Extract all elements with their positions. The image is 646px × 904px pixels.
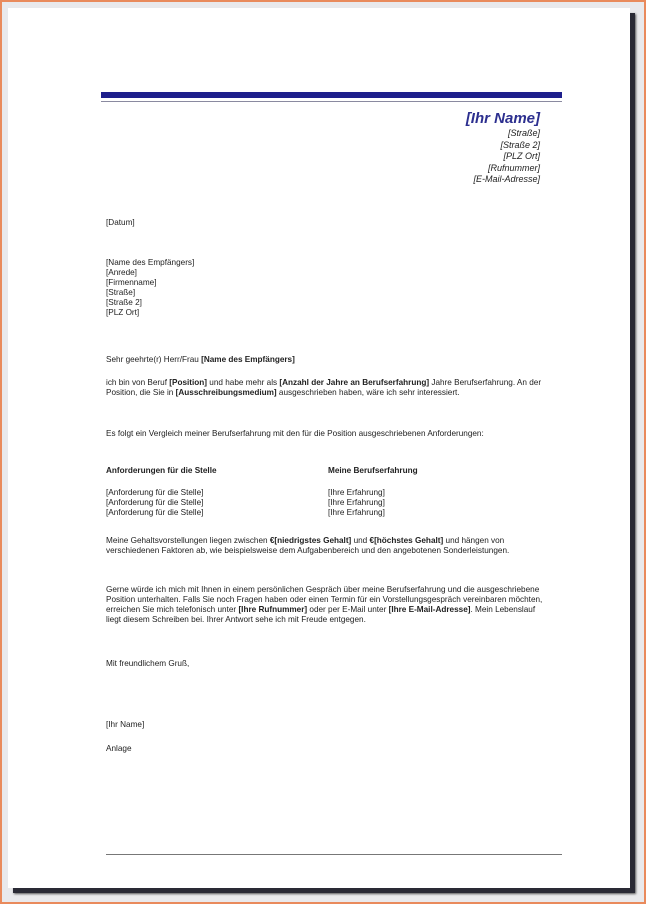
requirement-cell: [Anforderung für die Stelle]	[106, 498, 204, 507]
experience-cell: [Ihre Erfahrung]	[328, 498, 385, 507]
sender-street: [Straße]	[507, 128, 540, 138]
signature-name: [Ihr Name]	[106, 720, 145, 729]
greeting	[106, 355, 295, 365]
footer-rule	[106, 854, 562, 855]
para1-text: Jahre Berufserfahrung. An der Position, die Sie in	[106, 378, 542, 397]
salary-low-placeholder: €[niedrigstes Gehalt]	[269, 536, 352, 545]
para3-text: und hängen von verschiedenen Faktoren ab, wie beispielsweise dem Aufgabenbereich und den angebotenen Sonderleistungen.	[106, 536, 510, 555]
para4-text: Gerne würde ich mich mit Ihnen in einem persönlichen Gespräch über meine Berufserfahrung und die ausgeschriebene Position unterhalten. Falls Sie noch Fragen haben oder einen Termin für ein Vorstellungsgespräch vereinbaren möchten, erreichen Sie mich telefonisch unter	[106, 585, 543, 614]
sender-street2: [Straße 2]	[500, 139, 540, 150]
para1-text: ausgeschrieben haben, wäre ich sehr interessiert.	[276, 388, 460, 397]
requirement-cell: [Anforderung für die Stelle]	[106, 508, 204, 517]
paragraph-salary	[106, 536, 546, 556]
recipient-street2: [Straße 2]	[106, 298, 142, 307]
recipient-city: [PLZ Ort]	[106, 308, 140, 317]
experience-cell: [Ihre Erfahrung]	[328, 488, 385, 497]
paragraph-comparison: Es folgt ein Vergleich meiner Berufserfahrung mit den für die Position ausgeschriebenen Anforderungen:	[106, 429, 484, 438]
header-bar	[101, 92, 562, 98]
recipient-name: [Name des Empfängers]	[106, 258, 195, 267]
table-header-requirements: Anforderungen für die Stelle	[106, 466, 217, 475]
table-header	[106, 466, 528, 476]
comparison-table	[106, 466, 528, 518]
closing: Mit freundlichem Gruß,	[106, 659, 190, 668]
para4-text: . Mein Lebenslauf liegt diesem Schreiben bei. Ihrer Antwort sehe ich mit Freude entgegen.	[106, 605, 536, 624]
table-row	[106, 488, 528, 498]
para3-text: Meine Gehaltsvorstellungen liegen zwischen	[106, 536, 270, 545]
table-header-experience: Meine Berufserfahrung	[328, 466, 418, 475]
table-row	[106, 508, 528, 518]
greeting-name: [Name des Empfängers]	[201, 355, 295, 364]
letter-page	[8, 8, 630, 888]
recipient-block	[106, 258, 194, 318]
sender-city: [PLZ Ort]	[503, 151, 540, 161]
requirement-cell: [Anforderung für die Stelle]	[106, 488, 204, 497]
recipient-street: [Straße]	[106, 288, 136, 297]
paragraph-intro	[106, 378, 546, 398]
header-rule	[101, 101, 562, 102]
attachment-label: Anlage	[106, 744, 132, 753]
sender-email: [E-Mail-Adresse]	[473, 174, 540, 184]
sender-name: [Ihr Name]	[465, 110, 540, 127]
recipient-salutation: [Anrede]	[106, 268, 137, 277]
recipient-company: [Firmenname]	[106, 278, 157, 287]
paragraph-contact	[106, 585, 546, 625]
para4-text: oder per E-Mail unter	[307, 605, 389, 614]
para1-text: und habe mehr als	[207, 378, 280, 387]
phone-placeholder: [Ihre Rufnummer]	[238, 605, 308, 614]
sender-phone: [Rufnummer]	[487, 162, 540, 173]
para1-text: ich bin von Beruf	[106, 378, 170, 387]
table-row	[106, 498, 528, 508]
salary-high-placeholder: €[höchstes Gehalt]	[369, 536, 444, 545]
position-placeholder: [Position]	[169, 378, 208, 387]
para3-text: und	[351, 536, 370, 545]
experience-cell: [Ihre Erfahrung]	[328, 508, 385, 517]
greeting-prefix: Sehr geehrte(r) Herr/Frau	[106, 355, 202, 364]
medium-placeholder: [Ausschreibungsmedium]	[175, 388, 277, 397]
years-placeholder: [Anzahl der Jahre an Berufserfahrung]	[279, 378, 430, 387]
date: [Datum]	[106, 218, 135, 227]
email-placeholder: [Ihre E-Mail-Adresse]	[388, 605, 471, 614]
sender-block	[466, 110, 540, 186]
